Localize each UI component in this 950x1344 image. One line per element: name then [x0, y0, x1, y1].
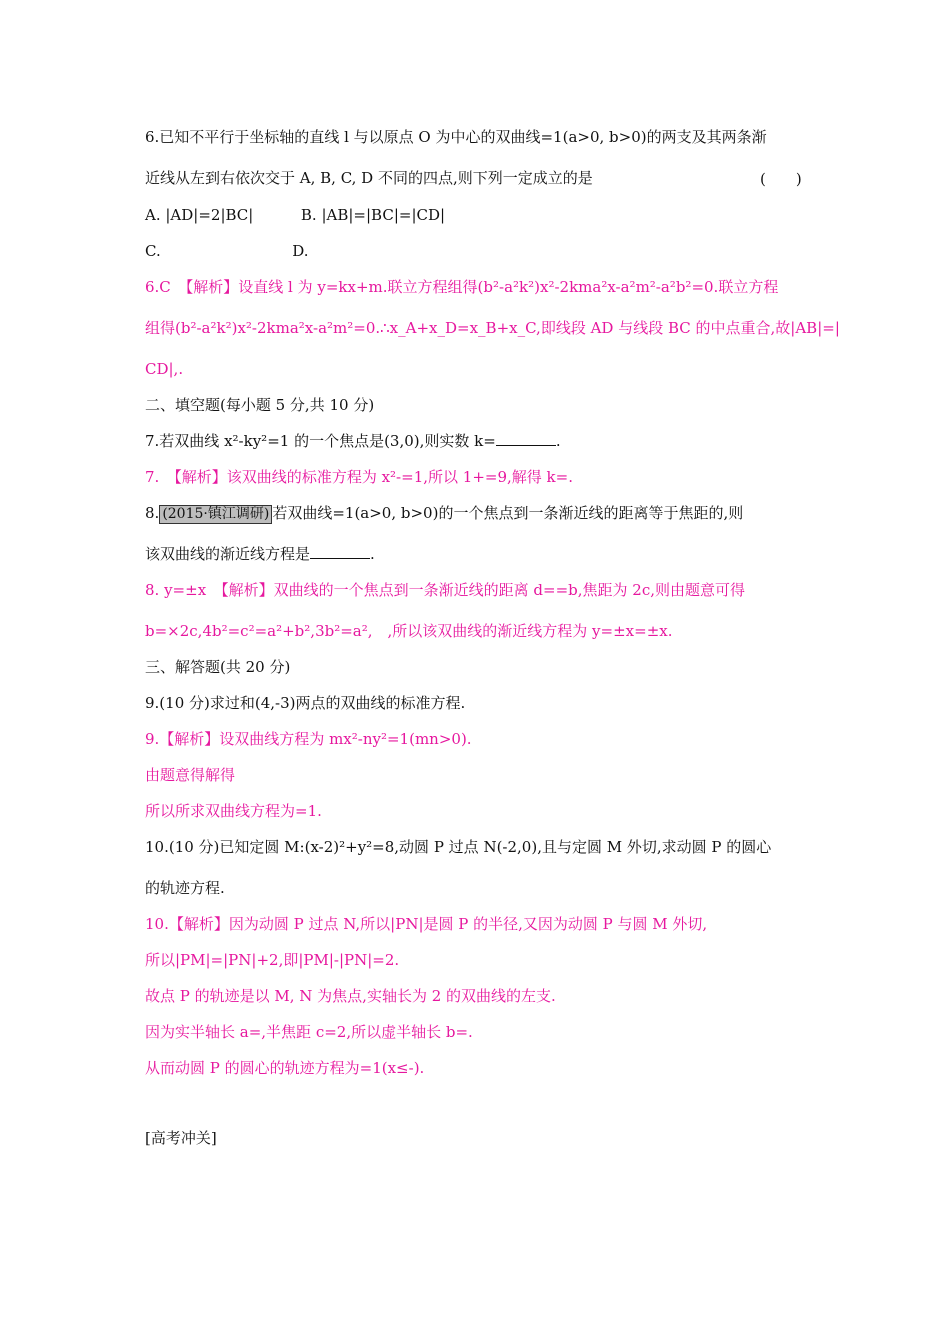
q8-line2-text: 该双曲线的渐近线方程是: [145, 545, 311, 563]
a10-line5: 从而动圆 P 的圆心的轨迹方程为=1(x≤-).: [145, 1059, 425, 1077]
q7: [145, 431, 561, 451]
q8-end: .: [370, 545, 375, 563]
section-label-gaokao: [高考冲关]: [145, 1129, 217, 1147]
q6-options-ab: [145, 205, 445, 225]
q6-options-cd: [145, 241, 309, 261]
section-heading-solve: 三、解答题(共 20 分): [145, 658, 291, 676]
a8-line1: 8. y=±x 【解析】双曲线的一个焦点到一条渐近线的距离 d==b,焦距为 2c,则由题意可得: [145, 581, 746, 599]
q10-line2: 的轨迹方程.: [145, 879, 225, 897]
q8-line1: 8. (2015·镇江调研) 若双曲线=1(a>0, b>0)的一个焦点到一条渐近线的距离等于焦距的,则: [145, 504, 744, 522]
source-tag: (2015·镇江调研): [159, 505, 272, 524]
q8-line2: [145, 544, 375, 564]
a9-line3: 所以所求双曲线方程为=1.: [145, 802, 322, 820]
q6-line2-text: 近线从左到右依次交于 A, B, C, D 不同的四点,则下列一定成立的是: [145, 169, 593, 187]
q9: 9.(10 分)求过和(4,-3)两点的双曲线的标准方程.: [145, 694, 466, 712]
q6-line2: [145, 168, 805, 188]
a6-line2: 组得(b²-a²k²)x²-2kma²x-a²m²=0.∴x_A+x_D=x_B+x_C,即线段 AD 与线段 BC 的中点重合,故|AB|=|: [145, 319, 840, 337]
a6-line3: CD|,.: [145, 360, 184, 378]
a7: 7. 【解析】该双曲线的标准方程为 x²-=1,所以 1+=9,解得 k=.: [145, 468, 573, 486]
q8-line1-text: 若双曲线=1(a>0, b>0)的一个焦点到一条渐近线的距离等于焦距的,则: [272, 504, 744, 522]
q6-line1: 6.已知不平行于坐标轴的直线 l 与以原点 O 为中心的双曲线=1(a>0, b>0)的两支及其两条渐: [145, 128, 767, 146]
a8-line2: b=×2c,4b²=c²=a²+b²,3b²=a², ,所以该双曲线的渐近线方程为 y=±x=±x.: [145, 622, 673, 640]
q10-line1: 10.(10 分)已知定圆 M:(x-2)²+y²=8,动圆 P 过点 N(-2,0),且与定圆 M 外切,求动圆 P 的圆心: [145, 838, 772, 856]
option-a: A. |AD|=2|BC|: [145, 206, 254, 224]
a9-line2: 由题意得解得: [145, 766, 236, 784]
q8-answer-blank[interactable]: [310, 544, 370, 559]
a6-line1: 6.C 【解析】设直线 l 为 y=kx+m.联立方程组得(b²-a²k²)x²-2kma²x-a²m²-a²b²=0.联立方程: [145, 278, 779, 296]
section-heading-fill-in: 二、填空题(每小题 5 分,共 10 分): [145, 396, 375, 414]
option-d: D.: [292, 242, 309, 260]
a9-line1: 9.【解析】设双曲线方程为 mx²-ny²=1(mn>0).: [145, 730, 472, 748]
a10-line4: 因为实半轴长 a=,半焦距 c=2,所以虚半轴长 b=.: [145, 1023, 473, 1041]
q7-end: .: [555, 432, 561, 450]
a10-line1: 10.【解析】因为动圆 P 过点 N,所以|PN|是圆 P 的半径,又因为动圆 P 与圆 M 外切,: [145, 915, 708, 933]
q7-answer-blank[interactable]: [496, 431, 556, 446]
q7-text: 7.若双曲线 x²-ky²=1 的一个焦点是(3,0),则实数 k=: [145, 432, 496, 450]
option-b: B. |AB|=|BC|=|CD|: [300, 206, 446, 224]
a10-line2: 所以|PM|=|PN|+2,即|PM|-|PN|=2.: [145, 951, 400, 969]
a10-line3: 故点 P 的轨迹是以 M, N 为焦点,实轴长为 2 的双曲线的左支.: [145, 987, 556, 1005]
answer-paren: ( ): [760, 170, 802, 188]
option-c: C.: [145, 242, 161, 260]
